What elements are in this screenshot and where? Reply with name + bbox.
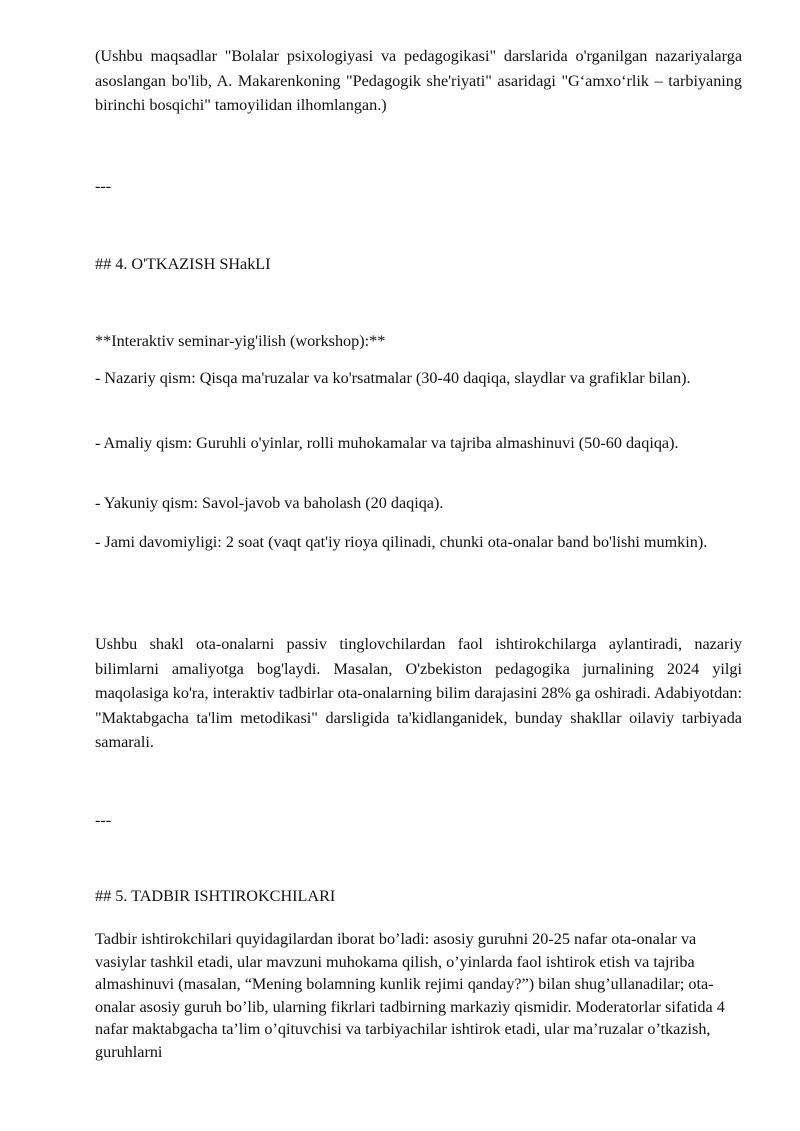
section-5-heading: ## 5. TADBIR ISHTIROKCHILARI [95, 887, 336, 905]
intro-note: (Ushbu maqsadlar "Bolalar psixologiyasi va pedagogikasi" darslarida o'rganilgan nazariyalarga asoslangan bo'lib, A. Makarenkoning "Pedagogik she'riyati" asaridagi "G‘amxo‘rlik – tarbiyaning birinchi bosqichi" tamoyilidan ilhomlangan.) [95, 47, 742, 114]
divider: --- [95, 811, 112, 829]
section-4-heading: ## 4. O'TKAZISH SHakLI [95, 255, 271, 273]
section-4-paragraph: Ushbu shakl ota-onalarni passiv tinglovchilardan faol ishtirokchilarga aylantiradi, nazariy bilimlarni amaliyotga bog'laydi. Masalan, O'zbekiston pedagogika jurnalining 2024 yilgi maqolasiga ko'ra, interaktiv tadbirlar ota-onalarning bilim darajasini 28% ga oshiradi. Adabiyotdan: "Maktabgacha ta'lim metodikasi" darsligida ta'kidlanganidek, bunday shakllar oilaviy tarbiyada samarali. [95, 635, 742, 751]
section-4-subheading: **Interaktiv seminar-yig'ilish (workshop):** [95, 332, 386, 350]
list-item: - Yakuniy qism: Savol-javob va baholash (20 daqiqa). [95, 494, 444, 512]
list-item: - Jami davomiyligi: 2 soat (vaqt qat'iy rioya qilinadi, chunki ota-onalar band bo'lishi mumkin). [95, 533, 708, 551]
divider: --- [95, 177, 112, 195]
list-item: - Nazariy qism: Qisqa ma'ruzalar va ko'rsatmalar (30-40 daqiqa, slaydlar va grafiklar bilan). [95, 369, 691, 387]
list-item: - Amaliy qism: Guruhli o'yinlar, rolli muhokamalar va tajriba almashinuvi (50-60 daqiqa). [95, 434, 679, 452]
section-5-paragraph: Tadbir ishtirokchilari quyidagilardan iborat bo’ladi: asosiy guruhni 20-25 nafar ota-onalar va vasiylar tashkil etadi, ular mavzuni muhokama qilish, o’yinlarda faol ishtirok etish va tajriba almashinuvi (masalan, “Mening bolamning kunlik rejimi qanday?”) bilan shug’ullanadilar; ota-onalar asosiy guruh bo’lib, ularning fikrlari tadbirning markaziy qismidir. Moderatorlar sifatida 4 nafar maktabgacha ta’lim o’qituvchisi va tarbiyachilar ishtirok etadi, ular ma’ruzalar o’tkazish, guruhlarni [95, 930, 725, 1061]
